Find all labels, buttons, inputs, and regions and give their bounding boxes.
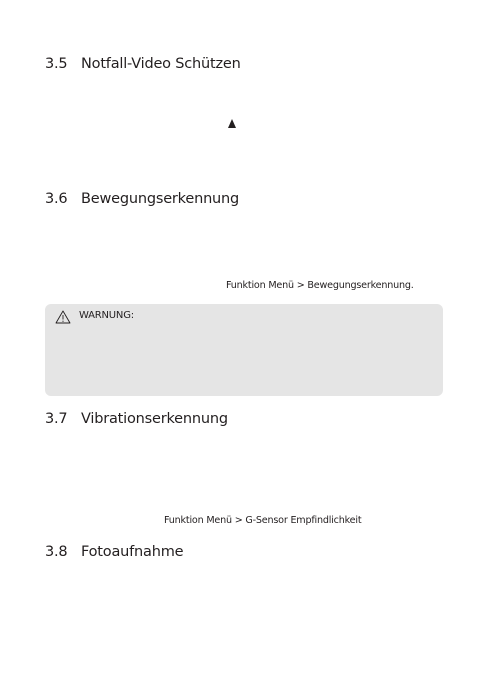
- menu-path-gsensor: Funktion Menü > G-Sensor Empfindlichkeit: [164, 515, 362, 526]
- heading-3-8: [45, 544, 183, 560]
- warning-label: WARNUNG:: [79, 310, 134, 321]
- triangle-up-icon: [228, 119, 236, 128]
- heading-3-5: [45, 56, 241, 72]
- section-title: Vibrationserkennung: [81, 411, 228, 427]
- warning-triangle-icon: [55, 310, 71, 324]
- section-number: 3.7: [45, 411, 68, 427]
- heading-3-6: [45, 191, 239, 207]
- section-title: Notfall-Video Schützen: [81, 56, 241, 72]
- section-title: Fotoaufnahme: [81, 544, 184, 560]
- section-number: 3.5: [45, 56, 68, 72]
- heading-3-7: [45, 411, 228, 427]
- section-title: Bewegungserkennung: [81, 191, 240, 207]
- menu-path-motion: Funktion Menü > Bewegungserkennung.: [226, 280, 414, 291]
- warning-box: [45, 304, 443, 396]
- section-number: 3.8: [45, 544, 68, 560]
- section-number: 3.6: [45, 191, 68, 207]
